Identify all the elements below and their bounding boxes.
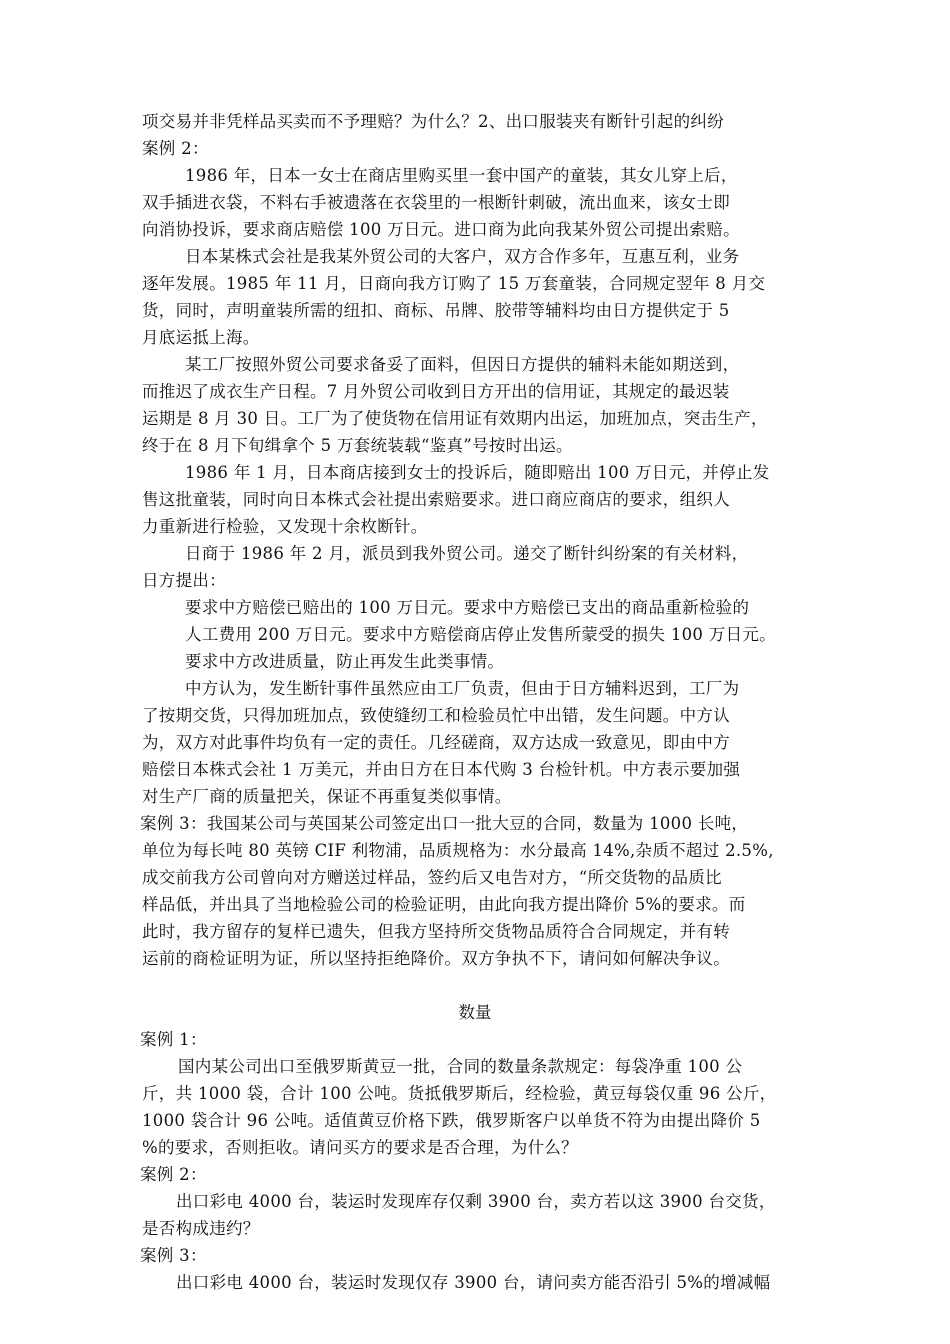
text-line: 某工厂按照外贸公司要求备妥了面料，但因日方提供的辅料未能如期送到， <box>185 355 740 374</box>
text-line: 力重新进行检验，又发现十余枚断针。 <box>142 517 428 536</box>
text-line: 单位为每长吨 80 英镑 CIF 利物浦，品质规格为：水分最高 14%,杂质不超过 2.5%, <box>142 841 774 860</box>
text-line: 1986 年 1 月，日本商店接到女士的投诉后，随即赔出 100 万日元，并停止发 <box>185 463 770 482</box>
text-line: 日方提出： <box>142 571 226 590</box>
text-line: 1000 袋合计 96 公吨。适值黄豆价格下跌，俄罗斯客户以单货不符为由提出降价 5 <box>142 1111 761 1130</box>
text-line: 要求中方改进质量，防止再发生此类事情。 <box>185 652 505 671</box>
text-line: 而推迟了成衣生产日程。7 月外贸公司收到日方开出的信用证，其规定的最迟装 <box>142 382 730 401</box>
text-line: 样品低，并出具了当地检验公司的检验证明，由此向我方提出降价 5%的要求。而 <box>142 895 746 914</box>
case-heading: 案例 2： <box>142 139 209 158</box>
text-line: 1986 年，日本一女士在商店里购买里一套中国产的童装，其女儿穿上后， <box>185 166 738 185</box>
text-line: 终于在 8 月下旬缉拿个 5 万套统装载“鉴真”号按时出运。 <box>142 436 573 455</box>
text-line: 为，双方对此事件均负有一定的责任。几经磋商，双方达成一致意见，即由中方 <box>142 733 730 752</box>
section-title: 数量 <box>458 1003 492 1022</box>
text-line: 双手插进衣袋，不料右手被遗落在衣袋里的一根断针刺破，流出血来，该女士即 <box>142 193 730 212</box>
text-line: 要求中方赔偿已赔出的 100 万日元。要求中方赔偿已支出的商品重新检验的 <box>185 598 750 617</box>
text-line: 对生产厂商的质量把关，保证不再重复类似事情。 <box>142 787 512 806</box>
case-heading: 案例 3：我国某公司与英国某公司签定出口一批大豆的合同，数量为 1000 长吨， <box>140 814 749 833</box>
text-line: 向消协投诉，要求商店赔偿 100 万日元。进口商为此向我某外贸公司提出索赔。 <box>142 220 740 239</box>
text-line: 售这批童装，同时向日本株式会社提出索赔要求。进口商应商店的要求，组织人 <box>142 490 730 509</box>
case-heading: 案例 3： <box>140 1246 207 1265</box>
text-line: 月底运抵上海。 <box>142 328 260 347</box>
text-line: 逐年发展。1985 年 11 月，日商向我方订购了 15 万套童装，合同规定翌年 8 月交 <box>142 274 766 293</box>
text-line: 此时，我方留存的复样已遗失，但我方坚持所交货物品质符合合同规定，并有转 <box>142 922 730 941</box>
text-line: 出口彩电 4000 台，装运时发现仅存 3900 台，请问卖方能否沿引 5%的增减幅 <box>176 1273 771 1292</box>
text-line: 日商于 1986 年 2 月，派员到我外贸公司。递交了断针纠纷案的有关材料， <box>185 544 749 563</box>
text-line: 成交前我方公司曾向对方赠送过样品，签约后又电告对方，“所交货物的品质比 <box>142 868 722 887</box>
text-line: 人工费用 200 万日元。要求中方赔偿商店停止发售所蒙受的损失 100 万日元。 <box>185 625 776 644</box>
text-line: 货，同时，声明童装所需的纽扣、商标、吊牌、胶带等辅料均由日方提供定于 5 <box>142 301 730 320</box>
text-line: 出口彩电 4000 台，装运时发现库存仅剩 3900 台，卖方若以这 3900 台交货， <box>176 1192 776 1211</box>
text-line: %的要求，否则拒收。请问买方的要求是否合理，为什么？ <box>142 1138 578 1157</box>
text-line: 赔偿日本株式会社 1 万美元，并由日方在日本代购 3 台检针机。中方表示要加强 <box>142 760 741 779</box>
text-line: 中方认为，发生断针事件虽然应由工厂负责，但由于日方辅料迟到，工厂为 <box>185 679 740 698</box>
text-line: 斤，共 1000 袋，合计 100 公吨。货抵俄罗斯后，经检验，黄豆每袋仅重 96 公斤， <box>142 1084 777 1103</box>
text-line: 运期是 8 月 30 日。工厂为了使货物在信用证有效期内出运，加班加点，突击生产， <box>142 409 768 428</box>
text-line: 运前的商检证明为证，所以坚持拒绝降价。双方争执不下，请问如何解决争议。 <box>142 949 730 968</box>
text-line: 了按期交货，只得加班加点，致使缝纫工和检验员忙中出错，发生问题。中方认 <box>142 706 730 725</box>
case-heading: 案例 1： <box>140 1030 207 1049</box>
case-heading: 案例 2： <box>140 1165 207 1184</box>
text-line: 项交易并非凭样品买卖而不予理赔？为什么？2、出口服装夹有断针引起的纠纷 <box>142 112 724 131</box>
text-line: 国内某公司出口至俄罗斯黄豆一批，合同的数量条款规定：每袋净重 100 公 <box>178 1057 743 1076</box>
text-line: 日本某株式会社是我某外贸公司的大客户，双方合作多年，互惠互利，业务 <box>185 247 740 266</box>
text-line: 是否构成违约？ <box>142 1219 260 1238</box>
